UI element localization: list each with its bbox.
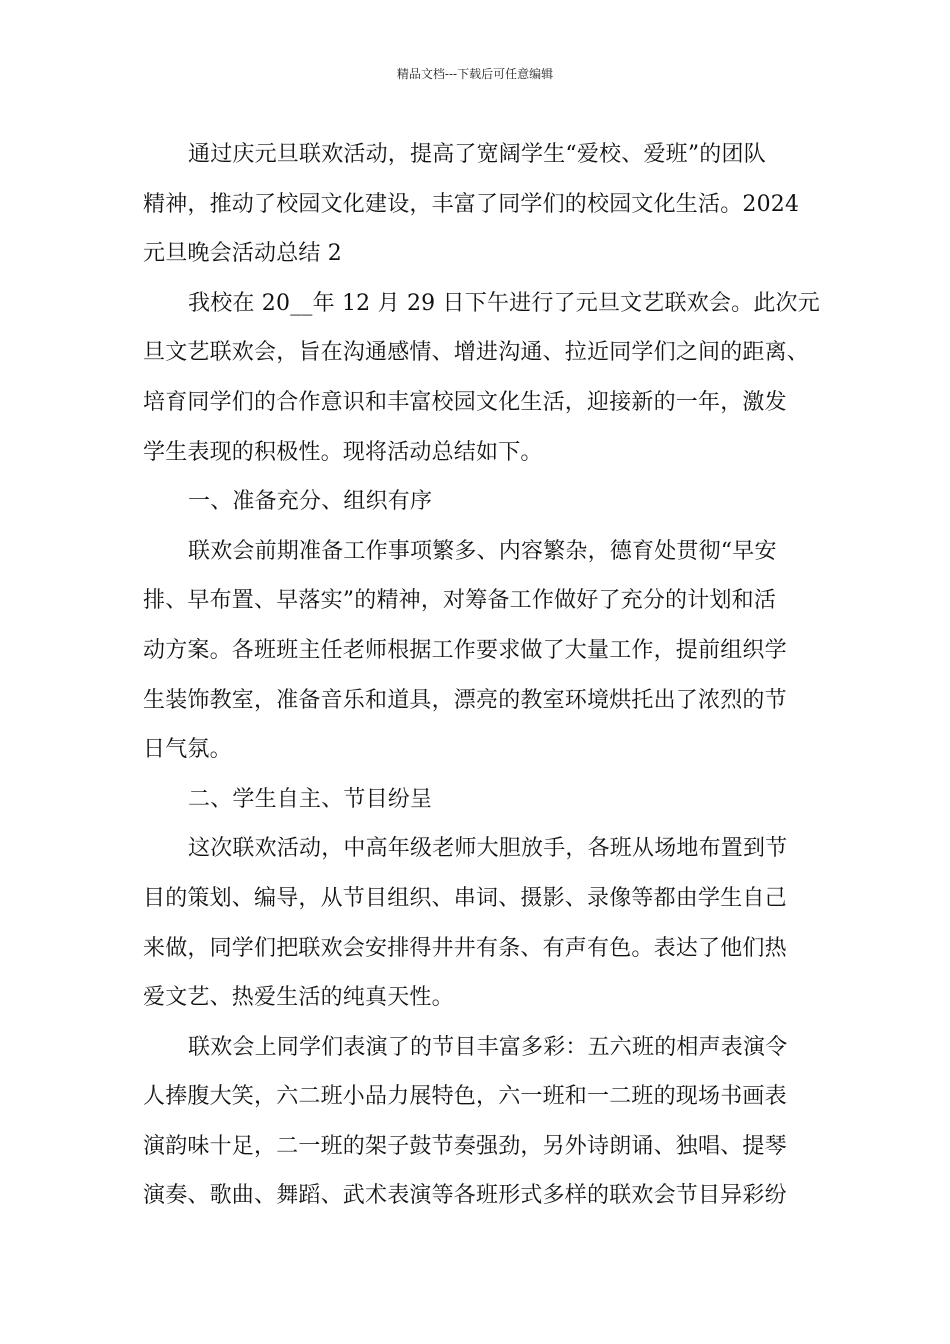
paragraph-line: 我校在 20__年 12 月 29 日下午进行了元旦文艺联欢会。此次元 <box>188 290 820 316</box>
paragraph-line: 联欢会前期准备工作事项繁多、内容繁杂，德育处贯彻“早安 <box>188 538 777 564</box>
paragraph-line: 旦文艺联欢会，旨在沟通感情、增进沟通、拉近同学们之间的距离、 <box>143 340 810 366</box>
paragraph-line: 动方案。各班班主任老师根据工作要求做了大量工作，提前组织学 <box>143 637 787 663</box>
paragraph-line: 排、早布置、早落实”的精神，对筹备工作做好了充分的计划和活 <box>143 588 777 614</box>
paragraph-line: 来做，同学们把联欢会安排得井井有条、有声有色。表达了他们热 <box>143 935 787 961</box>
paragraph-line: 目的策划、编导，从节目组织、串词、摄影、录像等都由学生自己 <box>143 885 787 911</box>
paragraph-line: 培育同学们的合作意识和丰富校园文化生活，迎接新的一年，激发 <box>143 389 787 415</box>
paragraph-line: 人捧腹大笑，六二班小品力展特色，六一班和一二班的现场书画表 <box>143 1084 787 1110</box>
section-title-line: 元旦晚会活动总结 2 <box>143 241 342 267</box>
paragraph-line: 日气氛。 <box>143 737 232 763</box>
paragraph-line: 联欢会上同学们表演了的节目丰富多彩：五六班的相声表演令 <box>188 1034 788 1060</box>
section-heading: 二、学生自主、节目纷呈 <box>188 786 433 812</box>
paragraph-line: 演奏、歌曲、舞蹈、武术表演等各班形式多样的联欢会节目异彩纷 <box>143 1183 787 1209</box>
paragraph-line: 演韵味十足，二一班的架子鼓节奏强劲，另外诗朗诵、独唱、提琴 <box>143 1133 787 1159</box>
document-body <box>143 130 818 1221</box>
page-header: 精品文档---下载后可任意编辑 <box>396 67 554 81</box>
paragraph-line: 这次联欢活动，中高年级老师大胆放手，各班从场地布置到节 <box>188 836 788 862</box>
section-heading: 一、准备充分、组织有序 <box>188 489 433 515</box>
paragraph-line: 爱文艺、热爱生活的纯真天性。 <box>143 985 454 1011</box>
paragraph-line: 通过庆元旦联欢活动，提高了宽阔学生“爱校、爱班”的团队 <box>188 142 766 167</box>
paragraph-line: 学生表现的积极性。现将活动总结如下。 <box>143 439 543 465</box>
paragraph-line: 生装饰教室，准备音乐和道具，漂亮的教室环境烘托出了浓烈的节 <box>143 687 787 713</box>
paragraph-line: 精神，推动了校园文化建设，丰富了同学们的校园文化生活。2024 <box>143 191 800 217</box>
